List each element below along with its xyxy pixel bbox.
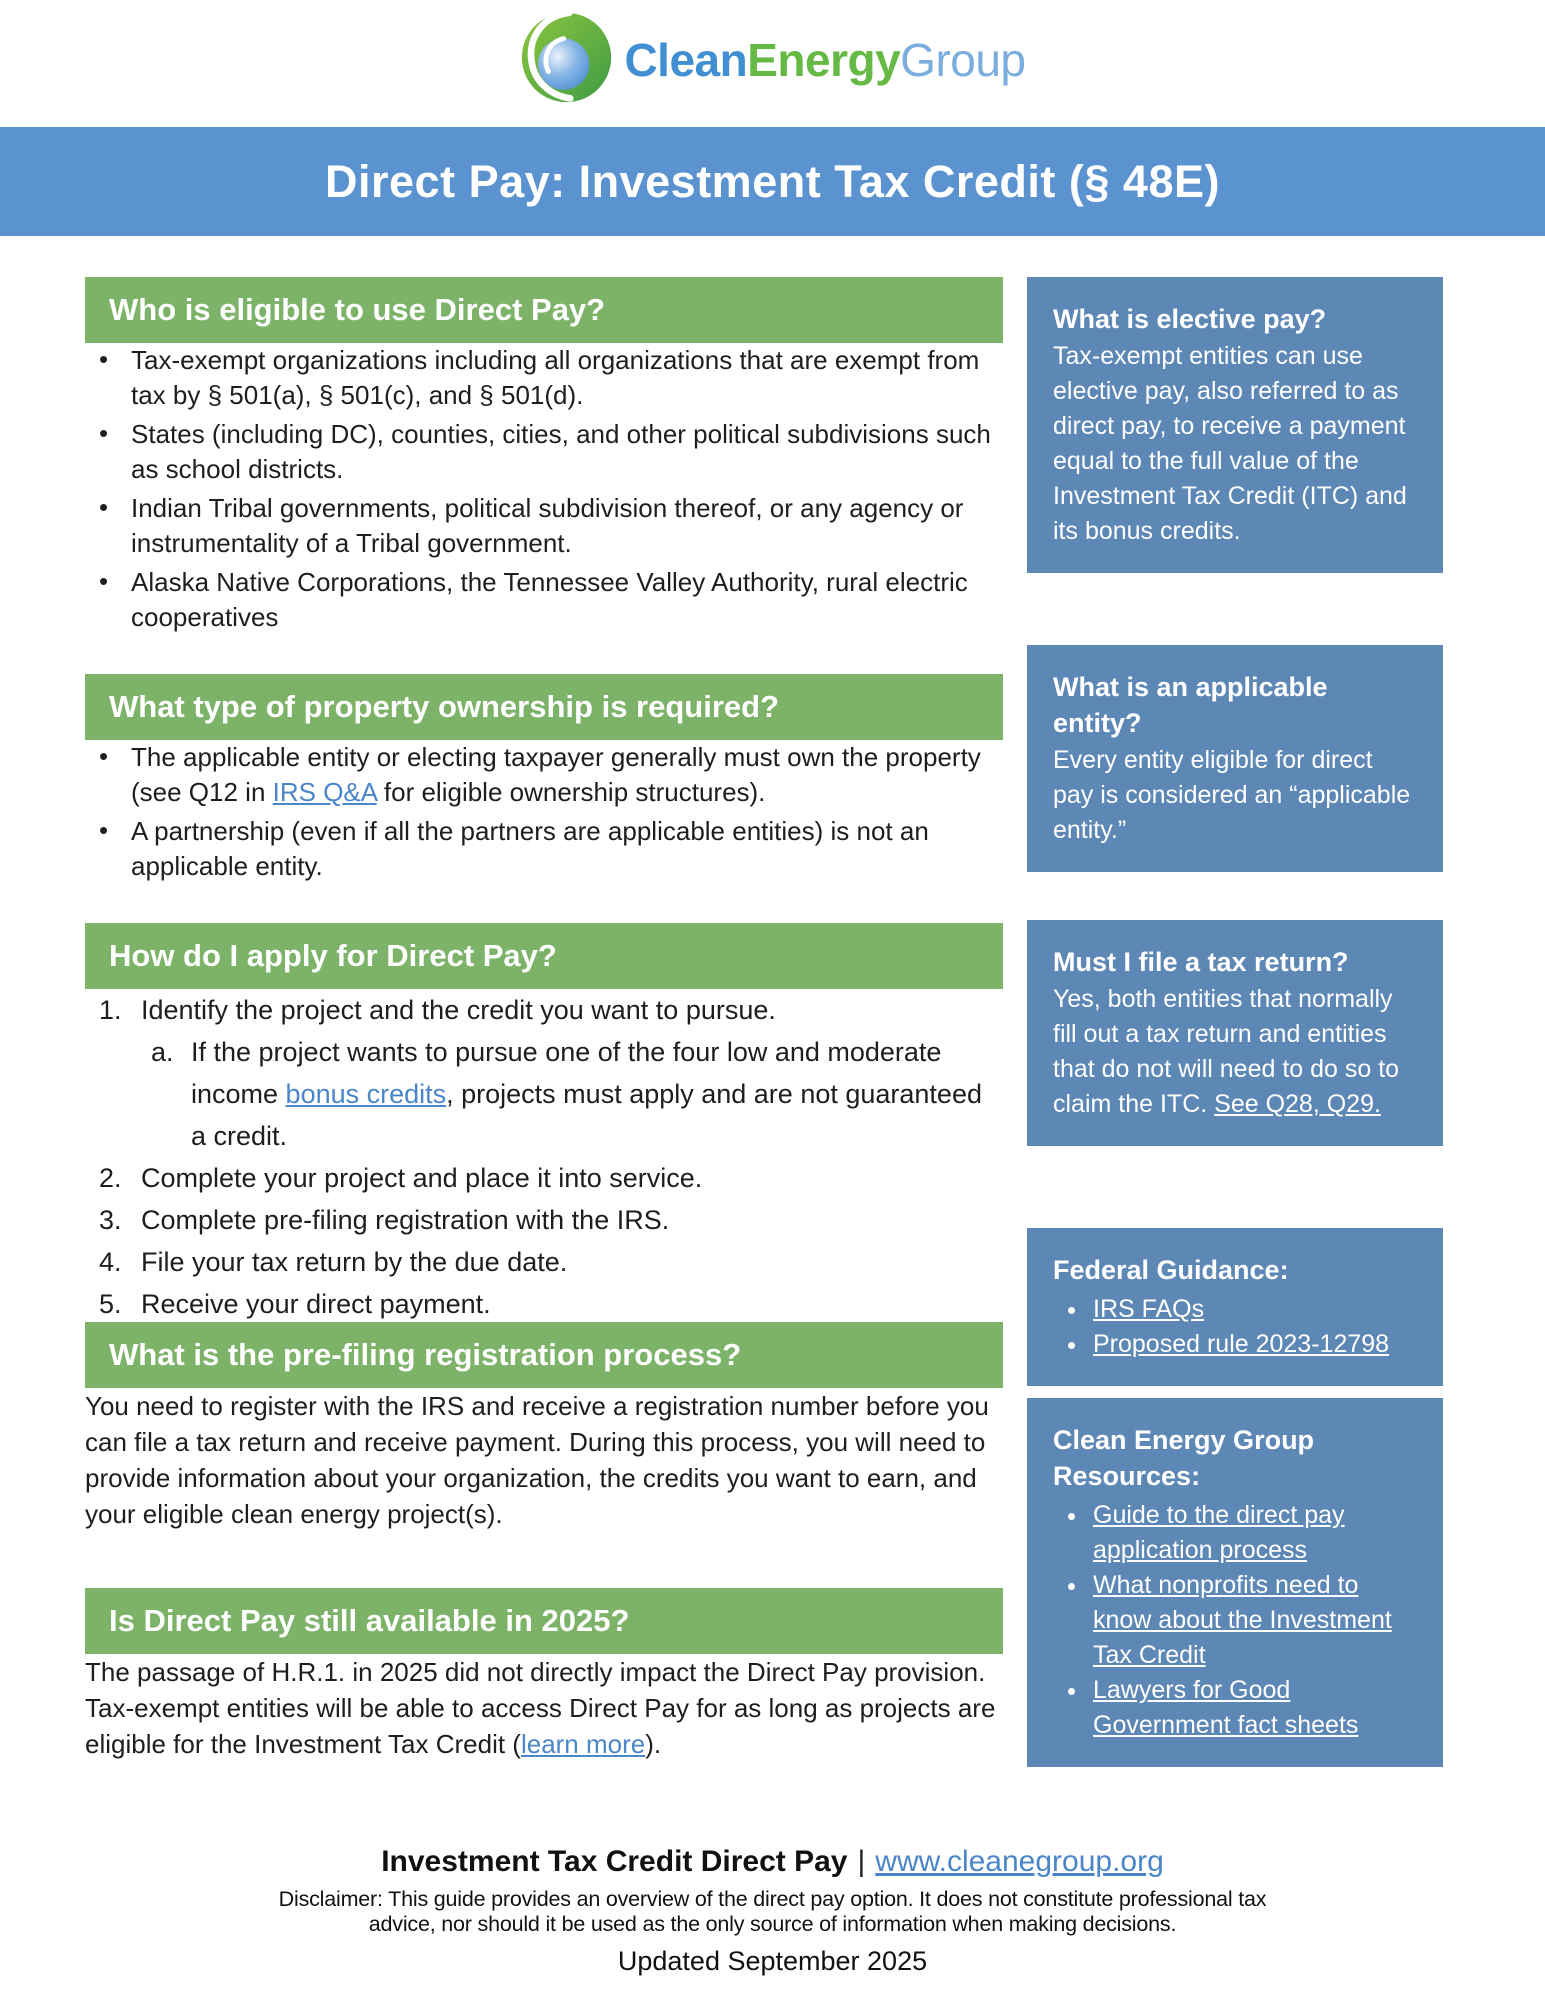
cleanegroup-url-link[interactable]: www.cleanegroup.org bbox=[875, 1845, 1164, 1878]
apply-steps-list bbox=[85, 989, 1003, 1325]
section-header-how-to-apply: How do I apply for Direct Pay? bbox=[85, 923, 1003, 989]
logo-wordmark bbox=[624, 33, 1025, 87]
footer-disclaimer: Disclaimer: This guide provides an overview of the direct pay option. It does not constitute professional tax advice, nor should it be used as the only source of information when making decisions. bbox=[278, 1887, 1267, 1936]
list-item bbox=[1089, 1292, 1417, 1327]
footer-updated-date: Updated September 2025 bbox=[617, 1946, 928, 1976]
list-item: • Indian Tribal governments, political subdivision thereof, or any agency or instrumentality of a Tribal government. bbox=[85, 491, 1003, 561]
proposed-rule-link[interactable]: Proposed rule 2023-12798 bbox=[1093, 1330, 1390, 1358]
logo-word-clean: Clean bbox=[624, 34, 748, 86]
sidebar-box-body: Every entity eligible for direct pay is considered an “applicable entity.” bbox=[1053, 746, 1411, 844]
sidebar-box-elective-pay bbox=[1027, 277, 1443, 573]
logo-word-group: Group bbox=[900, 34, 1026, 86]
section-how-to-apply bbox=[85, 923, 1003, 1325]
section-ownership bbox=[85, 674, 1003, 888]
sidebar-box-title: What is an applicable entity? bbox=[1053, 672, 1328, 738]
list-item bbox=[1089, 1673, 1417, 1743]
eligibility-bullet-list bbox=[85, 343, 1003, 635]
list-item bbox=[1089, 1568, 1417, 1673]
sidebar-box-title: Must I file a tax return? bbox=[1053, 947, 1349, 977]
section-eligibility bbox=[85, 277, 1003, 639]
footer-title: Investment Tax Credit Direct Pay bbox=[381, 1845, 848, 1878]
step-number: 5. bbox=[99, 1289, 122, 1319]
page-footer bbox=[0, 1845, 1545, 1977]
sidebar-box-applicable-entity bbox=[1027, 645, 1443, 872]
section-header-ownership: What type of property ownership is required? bbox=[85, 674, 1003, 740]
list-item: 4. File your tax return by the due date. bbox=[99, 1241, 1003, 1283]
page-title: Direct Pay: Investment Tax Credit (§ 48E) bbox=[325, 155, 1220, 207]
ceg-resources-links bbox=[1053, 1498, 1417, 1743]
sub-step: a. If the project wants to pursue one of the four low and moderate income bonus credits, projects must apply and are not guaranteed a credit. bbox=[151, 1031, 1003, 1157]
see-q28-q29-link[interactable]: See Q28, Q29. bbox=[1214, 1090, 1381, 1118]
section-header-prefiling: What is the pre-filing registration process? bbox=[85, 1322, 1003, 1388]
clean-energy-group-logo-icon bbox=[519, 10, 614, 110]
irs-qa-link[interactable]: IRS Q&A bbox=[272, 777, 377, 807]
prefiling-paragraph: You need to register with the IRS and receive a registration number before you can file a tax return and receive payment. During this process, you will need to provide information about your organization, the credits you want to earn, and your eligible clean energy project(s). bbox=[85, 1391, 989, 1529]
availability-paragraph: The passage of H.R.1. in 2025 did not directly impact the Direct Pay provision. Tax-exempt entities will be able to access Direct Pay for as long as projects are eligible for the Investment Tax Credit (learn more). bbox=[85, 1657, 996, 1759]
sidebar-box-body: Yes, both entities that normally fill out a tax return and entities that do not will need to do so to claim the ITC. See Q28, Q29. bbox=[1053, 985, 1400, 1118]
ownership-bullet-list bbox=[85, 740, 1003, 884]
list-item: 1. Identify the project and the credit you want to pursue. a. If the project wants to pursue one of the four low and moderate income bonus credits, projects must apply and are not guaranteed a credit. bbox=[99, 989, 1003, 1157]
bonus-credits-link[interactable]: bonus credits bbox=[285, 1079, 447, 1109]
lawyers-good-government-link[interactable]: Lawyers for Good Government fact sheets bbox=[1093, 1676, 1359, 1739]
footer-title-line bbox=[0, 1845, 1545, 1879]
section-prefiling-registration bbox=[85, 1322, 1003, 1532]
list-item: 5. Receive your direct payment. bbox=[99, 1283, 1003, 1325]
list-item: 3. Complete pre-filing registration with the IRS. bbox=[99, 1199, 1003, 1241]
logo-word-energy: Energy bbox=[747, 34, 901, 86]
section-header-availability: Is Direct Pay still available in 2025? bbox=[85, 1588, 1003, 1654]
list-item bbox=[1089, 1327, 1417, 1362]
learn-more-link[interactable]: learn more bbox=[520, 1729, 646, 1759]
list-item: • Tax-exempt organizations including all organizations that are exempt from tax by § 501(a), § 501(c), and § 501(d). bbox=[85, 343, 1003, 413]
sidebar-box-title: What is elective pay? bbox=[1053, 304, 1327, 334]
step-number: 4. bbox=[99, 1247, 122, 1277]
direct-pay-guide-link[interactable]: Guide to the direct pay application process bbox=[1093, 1501, 1345, 1564]
section-header-eligibility: Who is eligible to use Direct Pay? bbox=[85, 277, 1003, 343]
sidebar-box-federal-guidance bbox=[1027, 1228, 1443, 1386]
step-number: 1. bbox=[99, 995, 122, 1025]
list-item: • A partnership (even if all the partners are applicable entities) is not an applicable entity. bbox=[85, 814, 1003, 884]
list-item: • Alaska Native Corporations, the Tennessee Valley Authority, rural electric cooperatives bbox=[85, 565, 1003, 635]
header-logo bbox=[0, 10, 1545, 110]
sidebar-box-ceg-resources bbox=[1027, 1398, 1443, 1767]
nonprofits-itc-link[interactable]: What nonprofits need to know about the Investment Tax Credit bbox=[1093, 1571, 1392, 1669]
sub-step-letter: a. bbox=[151, 1037, 174, 1067]
list-item: • States (including DC), counties, cities, and other political subdivisions such as school districts. bbox=[85, 417, 1003, 487]
list-item: 2. Complete your project and place it into service. bbox=[99, 1157, 1003, 1199]
step-number: 3. bbox=[99, 1205, 122, 1235]
footer-separator: | bbox=[857, 1845, 866, 1878]
federal-guidance-links bbox=[1053, 1292, 1417, 1362]
sidebar-box-tax-return bbox=[1027, 920, 1443, 1146]
sidebar-box-body: Tax-exempt entities can use elective pay, also referred to as direct pay, to receive a payment equal to the full value of the Investment Tax Credit (ITC) and its bonus credits. bbox=[1053, 342, 1407, 545]
list-item bbox=[1089, 1498, 1417, 1568]
title-banner bbox=[0, 127, 1545, 236]
section-availability-2025 bbox=[85, 1588, 1003, 1762]
irs-faqs-link[interactable]: IRS FAQs bbox=[1093, 1295, 1205, 1323]
step-number: 2. bbox=[99, 1163, 122, 1193]
list-item: • The applicable entity or electing taxpayer generally must own the property (see Q12 in IRS Q&A for eligible ownership structures). bbox=[85, 740, 1003, 810]
sidebar-box-title: Federal Guidance: bbox=[1053, 1255, 1289, 1285]
sidebar-box-title: Clean Energy Group Resources: bbox=[1053, 1425, 1315, 1491]
